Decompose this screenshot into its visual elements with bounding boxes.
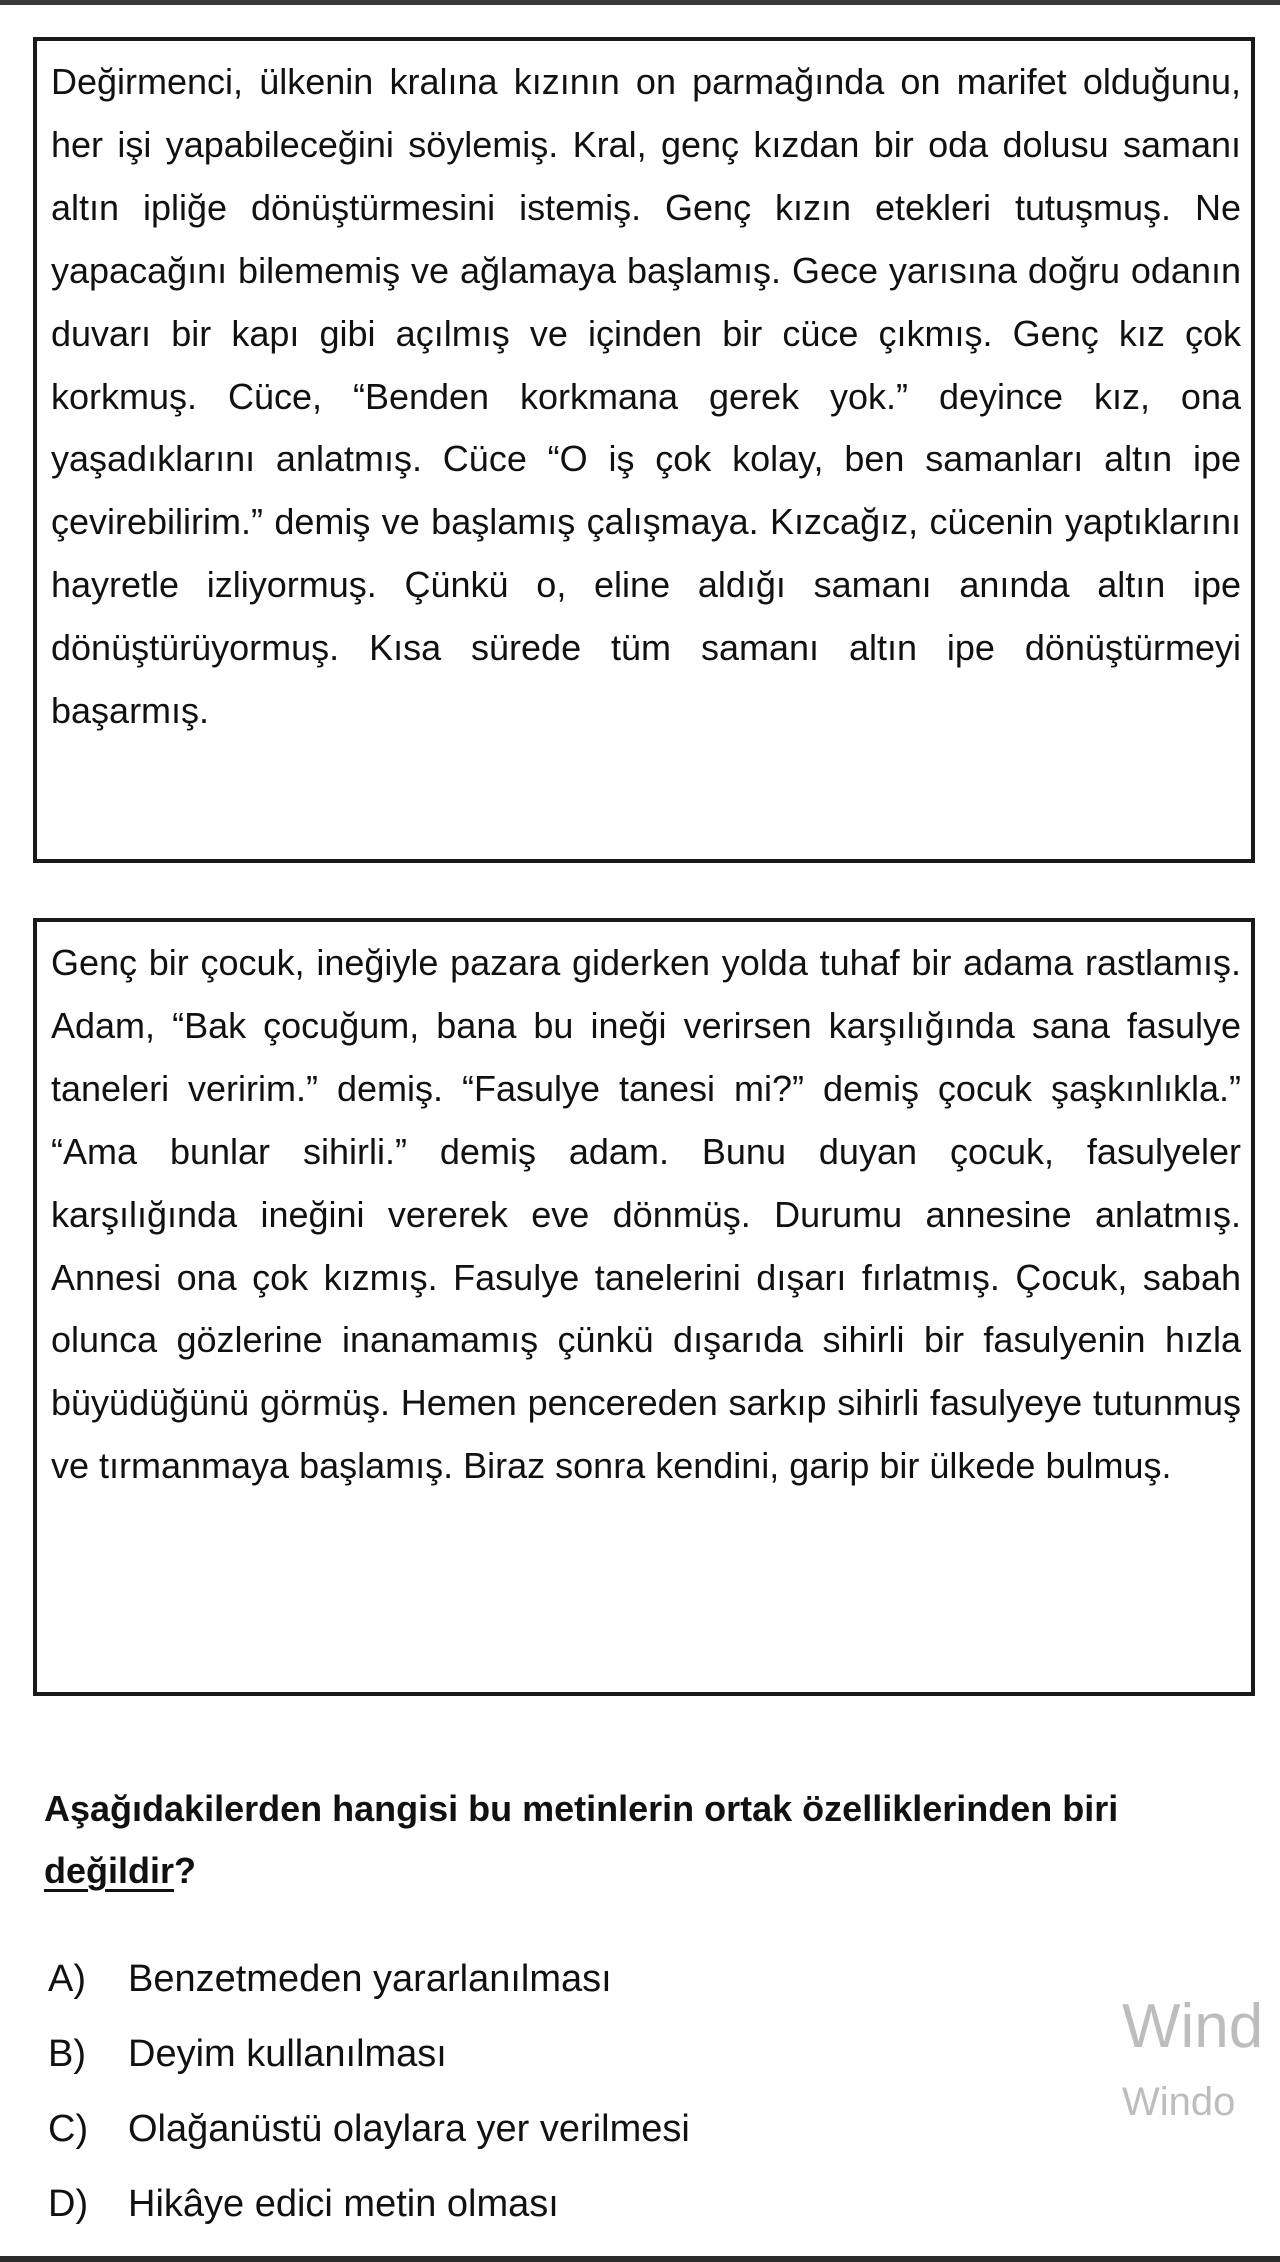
- question-negative-word: değildir: [44, 1850, 175, 1891]
- page-top-border: [0, 0, 1280, 5]
- option-d-letter: D): [48, 2183, 89, 2225]
- question-stem-end: ?: [174, 1850, 197, 1891]
- passage-2-text: Genç bir çocuk, ineğiyle pazara giderken yolda tuhaf bir adama rastlamış. Adam, “Bak çocuğum, bana bu ineği verirsen karşılığında sana fasulye taneleri veririm.” demiş. “Fasulye tanesi mi?” demiş çocuk şaşkınlıkla.” “Ama bunlar sihirli.” demiş adam. Bunu duyan çocuk, fasulyeler karşılığında ineğini vererek eve dönmüş. Durumu annesine anlatmış. Annesi ona çok kızmış. Fasulye tanelerini dışarı fırlatmış. Çocuk, sabah olunca gözlerine inanamamış çünkü dışarıda sihirli bir fasulyenin hızla büyüdüğünü görmüş. Hemen pencereden sarkıp sihirli fasulyeye tutunmuş ve tırmanmaya başlamış. Biraz sonra kendini, garip bir ülkede bulmuş.: [51, 942, 1241, 1487]
- windows-activation-watermark-subtitle: Windo: [1122, 2080, 1236, 2124]
- option-b-letter: B): [48, 2033, 86, 2075]
- answer-options: [48, 1942, 948, 2242]
- option-a[interactable]: [48, 1942, 948, 2017]
- passage-1-text: Değirmenci, ülkenin kralına kızının on parmağında on marifet olduğunu, her işi yapabileceğini söylemiş. Kral, genç kızdan bir oda dolusu samanı altın ipliğe dönüştürmesini istemiş. Genç kızın etekleri tutuşmuş. Ne yapacağını bilememiş ve ağlamaya başlamış. Gece yarısına doğru odanın duvarı bir kapı gibi açılmış ve içinden bir cüce çıkmış. Genç kız çok korkmuş. Cüce, “Benden korkmana gerek yok.” deyince kız, ona yaşadıklarını anlatmış. Cüce “O iş çok kolay, ben samanları altın ipe çevirebilirim.” demiş ve başlamış çalışmaya. Kızcağız, cücenin yaptıklarını hayretle izliyormuş. Çünkü o, eline aldığı samanı anında altın ipe dönüştürüyormuş. Kısa sürede tüm samanı altın ipe dönüştürmeyi başarmış.: [51, 61, 1241, 732]
- option-b[interactable]: [48, 2017, 948, 2092]
- option-b-text: Deyim kullanılması: [128, 2033, 447, 2075]
- option-a-text: Benzetmeden yararlanılması: [128, 1958, 612, 2000]
- option-d-text: Hikâye edici metin olması: [128, 2183, 559, 2225]
- option-c-letter: C): [48, 2108, 89, 2150]
- windows-activation-watermark-title: Wind: [1122, 1992, 1264, 2061]
- question-stem: [44, 1778, 1244, 1902]
- option-a-letter: A): [48, 1958, 86, 2000]
- page-bottom-border: [0, 2256, 1280, 2262]
- question-stem-text: Aşağıdakilerden hangisi bu metinlerin ortak özelliklerinden biri: [44, 1788, 1119, 1829]
- reading-passage-2: [33, 918, 1255, 1696]
- option-d[interactable]: [48, 2167, 948, 2242]
- option-c[interactable]: [48, 2092, 948, 2167]
- reading-passage-1: [33, 37, 1255, 863]
- option-c-text: Olağanüstü olaylara yer verilmesi: [128, 2108, 690, 2150]
